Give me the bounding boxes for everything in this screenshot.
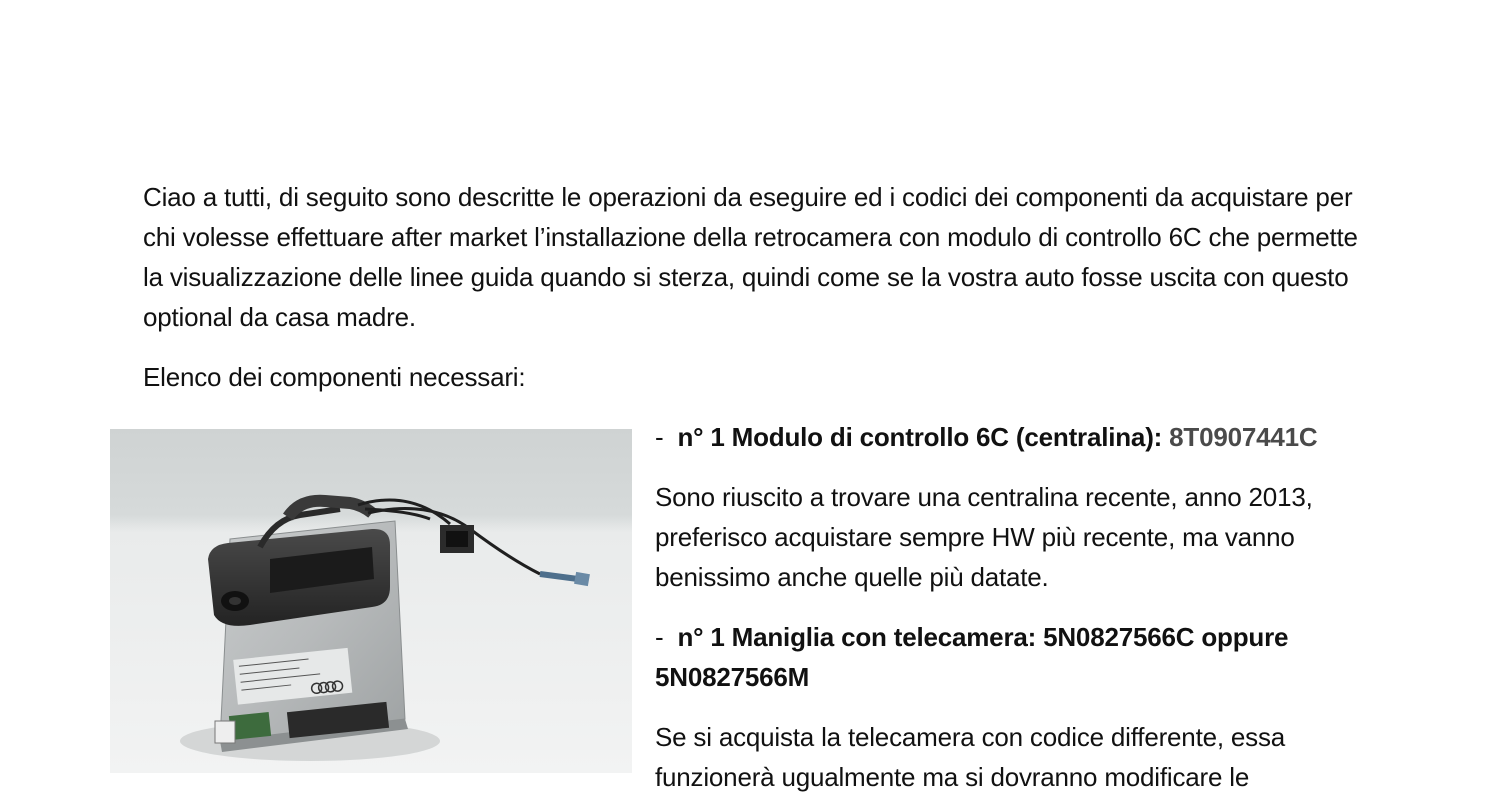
component-item-1 [655,417,1375,457]
list-dash: - [655,422,664,452]
component-item-2-description: Se si acquista la telecamera con codice differente, essa funzionerà ugualmente ma si dovranno modificare le [655,722,1286,792]
intro-paragraph: Ciao a tutti, di seguito sono descritte le operazioni da eseguire ed i codici dei componenti da acquistare per chi volesse effettuare after market l’installazione della retrocamera con modulo di controllo 6C che permette la visualizzazione delle linee guida quando si sterza, quindi come se la vostra auto fosse uscita con questo optional da casa madre. [143,182,1358,332]
item2-label: n° 1 Maniglia con telecamera: 5N0827566C oppure 5N0827566M [655,622,1289,692]
components-list-heading: Elenco dei componenti necessari: [143,362,526,392]
item1-code: 8T0907441C [1169,422,1318,452]
camera-module-image [110,429,632,773]
product-photo [110,429,632,773]
component-item-1-description: Sono riuscito a trovare una centralina recente, anno 2013, preferisco acquistare sempre HW più recente, ma vanno benissimo anche quelle più datate. [655,482,1313,592]
list-dash: - [655,622,664,652]
item1-label: n° 1 Modulo di controllo 6C (centralina): [677,422,1170,452]
component-item-2 [655,617,1375,697]
